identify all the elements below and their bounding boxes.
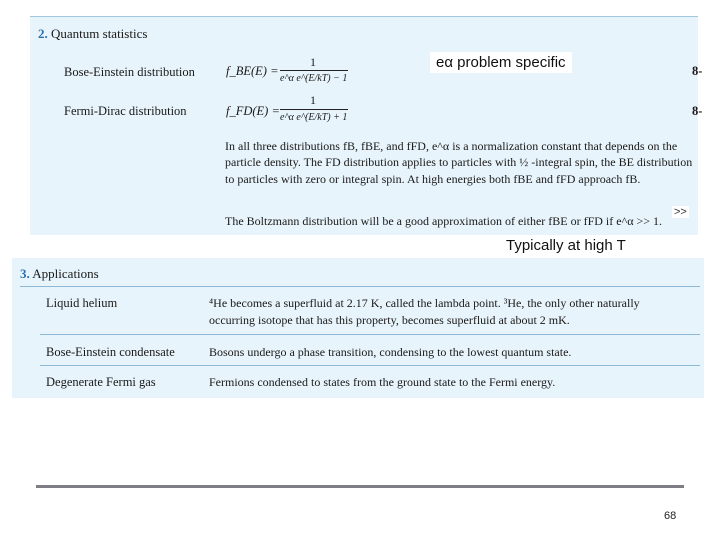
row-divider (40, 365, 700, 366)
application-name: Liquid helium (46, 296, 118, 310)
high-temperature-note: Typically at high T (500, 236, 632, 255)
be-lhs: f_BE(E) = (226, 64, 279, 78)
footer-rule (36, 485, 684, 488)
row-divider (40, 334, 700, 335)
application-description-cont: occurring isotope that has this property, becomes superfluid at about 2 mK. (209, 313, 570, 327)
applications-heading (20, 266, 99, 282)
be-numerator: 1 (310, 55, 316, 69)
fd-numerator: 1 (310, 93, 316, 107)
fd-equation-ref: 8- (692, 104, 703, 118)
application-name: Degenerate Fermi gas (46, 375, 156, 389)
fd-distribution-label: Fermi-Dirac distribution (64, 104, 187, 118)
applications-number: 3. (20, 266, 30, 281)
application-name: Bose-Einstein condensate (46, 345, 175, 359)
much-greater-annotation: >> (674, 206, 687, 218)
be-distribution-label: Bose-Einstein distribution (64, 65, 195, 79)
application-description: Fermions condensed to states from the ground state to the Fermi energy. (209, 375, 556, 389)
fd-denominator: e^α e^(E/kT) + 1 (280, 112, 348, 123)
section-title: Quantum statistics (51, 26, 148, 41)
be-denominator: e^α e^(E/kT) − 1 (280, 73, 348, 84)
fd-fraction-bar (280, 109, 348, 110)
quantum-statistics-heading (38, 26, 147, 42)
quantum-statistics-panel (30, 16, 698, 235)
application-description: Bosons undergo a phase transition, condensing to the lowest quantum state. (209, 345, 572, 359)
be-equation-ref: 8- (692, 64, 703, 78)
problem-specific-note: eα problem specific (430, 52, 572, 73)
boltzmann-approximation: The Boltzmann distribution will be a good approximation of either fBE or fFD if e^α >> 1. (225, 214, 663, 228)
applications-title: Applications (32, 266, 99, 281)
be-fraction-bar (280, 70, 348, 71)
fd-lhs: f_FD(E) = (226, 104, 280, 118)
section-number: 2. (38, 26, 48, 41)
distribution-explanation: In all three distributions fB, fBE, and fFD, e^α is a normalization constant that depends on the particle density. The FD distribution applies to particles with ½ -integral spin, the BE distribution to particles with zero or integral spin. At high energies both fBE and fFD approach fB. (225, 139, 693, 186)
application-description: ⁴He becomes a superfluid at 2.17 K, called the lambda point. ³He, the only other naturally (209, 296, 640, 310)
page-number: 68 (664, 510, 677, 522)
applications-header-divider (20, 286, 700, 287)
